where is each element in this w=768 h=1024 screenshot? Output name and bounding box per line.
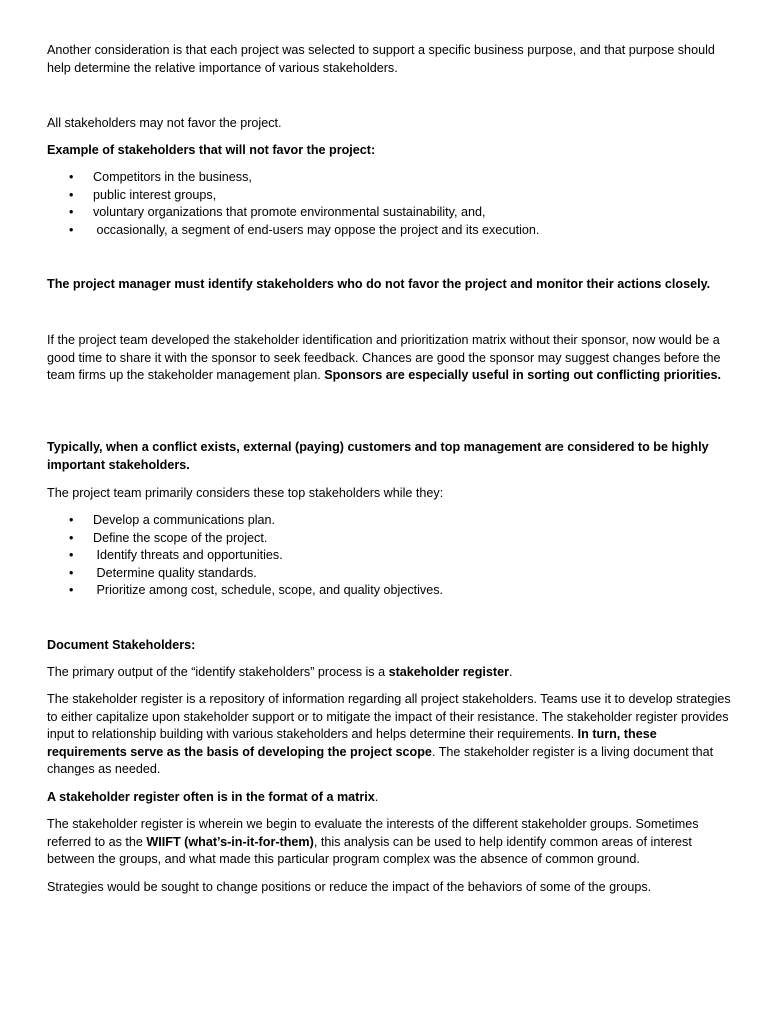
planning-activities-list — [47, 512, 727, 600]
paragraph-register-definition: The stakeholder register is a repository of information regarding all project stakeholders. Teams use it to develop strategies to either capitalize upon stakeholder support or to mitigate the impact of their resistance. The stakeholder register provides input to relationship building with various stakeholders and helps determine their requirements. In turn, these requirements serve as the basis of developing the project scope. The stakeholder register is a living document that changes as needed. — [47, 692, 731, 777]
list-item: • Develop a communications plan. — [47, 512, 727, 530]
paragraph-primary-output: The primary output of the “identify stakeholders” process is a stakeholder register. — [47, 665, 513, 679]
heading-example-stakeholders: Example of stakeholders that will not favor the project: — [47, 143, 376, 157]
paragraph-conflict-stakeholders: Typically, when a conflict exists, external (paying) customers and top management are considered to be highly important stakeholders. — [47, 440, 709, 472]
bullet-icon: • — [69, 583, 74, 598]
paragraph-top-stakeholders: The project team primarily considers these top stakeholders while they: — [47, 486, 444, 500]
list-item: • Identify threats and opportunities. — [47, 547, 727, 565]
list-item: • Prioritize among cost, schedule, scope, and quality objectives. — [47, 582, 727, 600]
bullet-icon: • — [69, 565, 74, 580]
paragraph-not-favor: All stakeholders may not favor the project. — [47, 116, 282, 130]
bullet-icon: • — [69, 513, 74, 527]
paragraph-matrix-format: A stakeholder register often is in the format of a matrix. — [47, 790, 379, 804]
list-item: • public interest groups, — [47, 187, 727, 205]
bullet-icon: • — [69, 530, 74, 545]
paragraph-monitor-actions: The project manager must identify stakeholders who do not favor the project and monitor their actions closely. — [47, 277, 711, 291]
paragraph-sponsor-feedback: If the project team developed the stakeholder identification and prioritization matrix without their sponsor, now would be a good time to share it with the sponsor to seek feedback. Chances are good the sponsor may suggest changes before the team firms up the stakeholder management plan. Sponsors are especially useful in sorting out conflicting priorities. — [47, 333, 721, 383]
heading-document-stakeholders: Document Stakeholders: — [47, 638, 196, 652]
bullet-icon: • — [69, 222, 74, 237]
list-item: • Define the scope of the project. — [47, 530, 727, 548]
paragraph-strategies: Strategies would be sought to change positions or reduce the impact of the behaviors of some of the groups. — [47, 880, 652, 894]
list-item: • occasionally, a segment of end-users may oppose the project and its execution. — [47, 222, 727, 240]
bullet-icon: • — [69, 548, 74, 563]
opposing-stakeholders-list — [47, 169, 727, 239]
bullet-icon: • — [69, 170, 74, 184]
list-item: • Competitors in the business, — [47, 169, 727, 187]
paragraph-business-purpose: Another consideration is that each project was selected to support a specific business purpose, and that purpose should help determine the relative importance of various stakeholders. — [47, 43, 715, 75]
bullet-icon: • — [69, 187, 74, 202]
list-item: • Determine quality standards. — [47, 565, 727, 583]
bullet-icon: • — [69, 205, 74, 220]
paragraph-wiift: The stakeholder register is wherein we begin to evaluate the interests of the different stakeholder groups. Sometimes referred to as the WIIFT (what’s-in-it-for-them), this analysis can be used to help identify common areas of interest between the groups, and what made this particular program complex was the absence of common ground. — [47, 817, 699, 867]
list-item: • voluntary organizations that promote environmental sustainability, and, — [47, 204, 727, 222]
